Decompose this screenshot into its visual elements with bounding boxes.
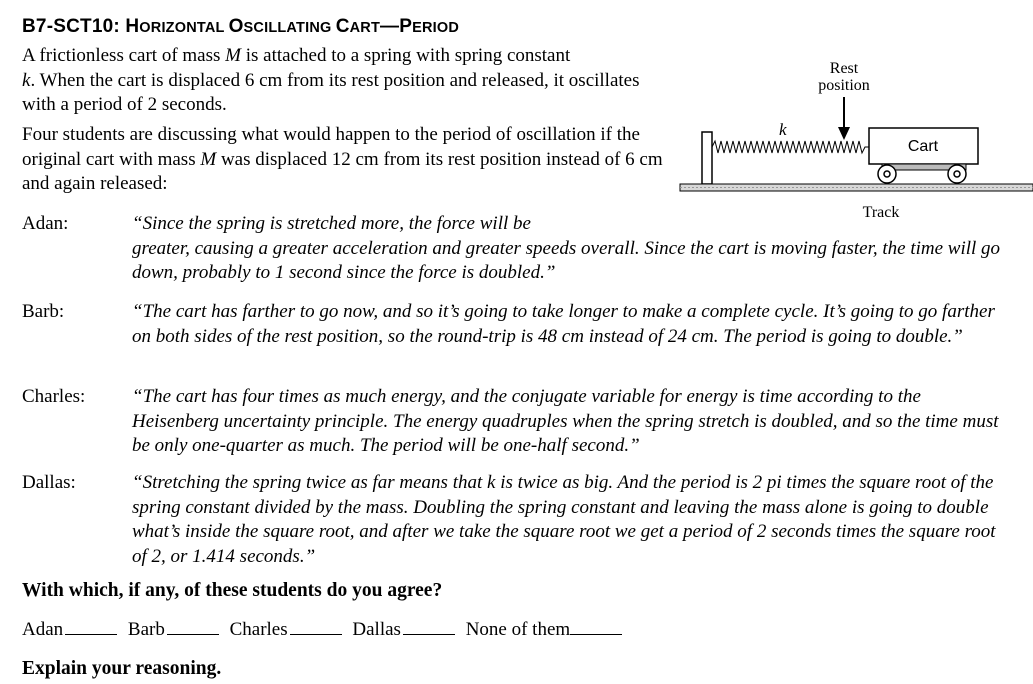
option-barb: Barb — [128, 619, 225, 641]
intro-paragraph-1: A frictionless cart of mass M is attached to a spring with spring constant k. When the cart is displaced 6 cm from its rest position and released, it oscillates with a period of 2 seconds. — [22, 45, 640, 115]
title-part: OSCILLATING — [228, 16, 336, 37]
explain-prompt: Explain your reasoning. — [22, 658, 222, 679]
wheel-hub-right — [954, 171, 960, 177]
problem-code: B7-SCT10: — [22, 16, 120, 37]
student-quote: “The cart has farther to go now, and so it’s going to take longer to make a complete cycle. It’s going to go farther on both sides of the rest position, so the round-trip is 48 cm instead of 24 cm. The period is going to double.” — [132, 301, 995, 347]
answer-blank-barb[interactable] — [167, 620, 219, 635]
track-label: Track — [862, 204, 900, 221]
answer-blank-adan[interactable] — [65, 620, 117, 635]
title-part: HORIZONTAL — [125, 16, 229, 37]
student-name: Dallas: — [22, 472, 76, 493]
answer-options — [22, 619, 628, 641]
student-quote: “Stretching the spring twice as far means that k is twice as big. And the period is 2 pi times the square root of the spring constant divided by the mass. Doubling the spring constant and leaving the mass alone is going to double what’s inside the square root, and after we take the square root we get a period of 2 seconds times the square root of 2, or 1.414 seconds.” — [132, 472, 996, 567]
student-quote: “The cart has four times as much energy, and the conjugate variable for energy is time according to the Heisenberg uncertainty principle. The energy quadruples when the spring stretch is doubled, and so the time must be only one-quarter as much. The period will be one-half second.” — [132, 386, 999, 456]
figure-drawing — [676, 55, 1033, 230]
wall — [702, 132, 712, 184]
student-name: Adan: — [22, 213, 69, 234]
cart-label: Cart — [907, 138, 939, 155]
option-adan: Adan — [22, 619, 123, 641]
rest-position-label: Rest position — [818, 60, 870, 94]
student-quote-continuation: greater, causing a greater acceleration and greater speeds overall. Since the cart is moving faster, the time will go down, probably to 1 second since the force is doubled.” — [132, 237, 1001, 283]
option-charles: Charles — [230, 619, 348, 641]
answer-blank-none[interactable] — [570, 620, 622, 635]
rest-arrowhead — [838, 127, 850, 140]
option-dallas: Dallas — [352, 619, 461, 641]
student-name: Charles: — [22, 386, 86, 407]
answer-blank-dallas[interactable] — [403, 620, 455, 635]
cart-spring-figure — [676, 55, 1033, 230]
option-none: None of them — [466, 619, 628, 641]
wheel-hub-left — [884, 171, 890, 177]
question-prompt: With which, if any, of these students do you agree? — [22, 580, 443, 601]
student-name: Barb: — [22, 301, 65, 322]
answer-blank-charles[interactable] — [290, 620, 342, 635]
student-quote-start: “Since the spring is stretched more, the force will be — [132, 213, 531, 234]
spring-label: k — [779, 120, 787, 139]
spring — [712, 141, 869, 153]
intro-paragraph-2: Four students are discussing what would happen to the period of oscillation if the original cart with mass M was displaced 12 cm from its rest position instead of 6 cm and again released: — [22, 124, 663, 194]
title-part: CART — [335, 16, 381, 37]
title-part: —PERIOD — [380, 16, 460, 37]
problem-title — [22, 16, 459, 38]
